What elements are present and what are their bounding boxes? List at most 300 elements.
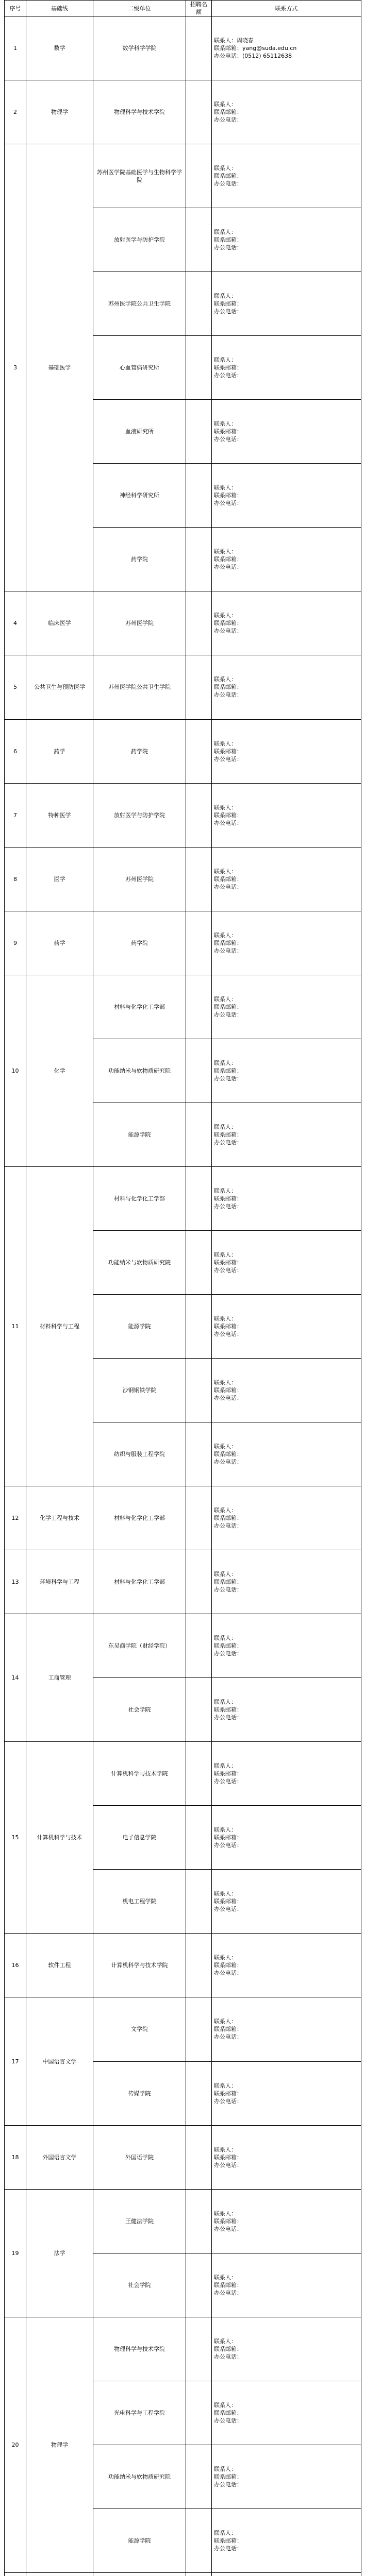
contact-person-prefix: 联系人： — [214, 2465, 237, 2472]
table-row — [5, 2572, 361, 2576]
subject-cell: 基础医学 — [26, 144, 93, 591]
seats-cell — [186, 1614, 212, 1678]
unit-cell: 机电工程学院 — [93, 1870, 186, 1934]
row-number-cell: 13 — [5, 1550, 26, 1614]
contact-phone-prefix: 办公电话： — [214, 436, 242, 443]
contact-phone-prefix: 办公电话： — [214, 372, 242, 379]
contact-person-prefix: 联系人： — [214, 1826, 237, 1834]
contact-email-prefix: 联系邮箱： — [214, 1579, 242, 1586]
contact-phone-line — [214, 1905, 359, 1913]
contact-phone-prefix: 办公电话： — [214, 2545, 242, 2552]
unit-cell: 电子信息学院 — [93, 1806, 186, 1870]
contact-cell — [212, 1997, 361, 2061]
contact-email-prefix: 联系邮箱： — [214, 811, 242, 819]
seats-cell — [186, 1870, 212, 1934]
seats-cell — [186, 528, 212, 591]
contact-person-line — [214, 2018, 359, 2025]
contact-person-line — [214, 2210, 359, 2217]
subject-cell: 化学 — [26, 975, 93, 1166]
contact-phone-line — [214, 371, 359, 379]
contact-cell — [212, 2317, 361, 2381]
seats-cell — [186, 16, 212, 80]
contact-cell — [212, 1294, 361, 1358]
contact-person-line — [214, 164, 359, 172]
contact-cell — [212, 1742, 361, 1806]
contact-email-prefix: 联系邮箱： — [214, 109, 242, 116]
contact-phone-line — [214, 1777, 359, 1785]
seats-cell — [186, 144, 212, 208]
contact-person-line — [214, 995, 359, 1003]
contact-email-line — [214, 492, 359, 499]
contact-person-line — [214, 740, 359, 748]
seats-cell — [186, 1294, 212, 1358]
contact-email-prefix: 联系邮箱： — [214, 875, 242, 883]
contact-email-prefix: 联系邮箱： — [214, 748, 242, 755]
contact-email-line — [214, 1706, 359, 1714]
row-number-cell: 17 — [5, 1997, 26, 2125]
contact-email-line — [214, 428, 359, 435]
contact-email-prefix: 联系邮箱： — [214, 684, 242, 691]
seats-cell — [186, 847, 212, 911]
unit-cell: 外国语学院 — [93, 2125, 186, 2189]
contact-person-prefix: 联系人： — [214, 1635, 237, 1642]
contact-email-prefix: 联系邮箱： — [214, 1067, 242, 1074]
contact-cell — [212, 208, 361, 272]
contact-person-prefix: 联系人： — [214, 931, 237, 939]
table-row — [5, 1742, 361, 1806]
contact-person-prefix: 联系人： — [214, 2146, 237, 2153]
contact-email-line — [214, 619, 359, 627]
subject-cell: 计算机科学与技术 — [26, 1742, 93, 1934]
contact-phone-prefix: 办公电话： — [214, 1202, 242, 1210]
row-number-cell: 14 — [5, 1614, 26, 1742]
contact-person-line — [214, 1251, 359, 1259]
contact-cell — [212, 847, 361, 911]
contact-email-line — [214, 683, 359, 691]
unit-cell: 功能纳米与软物质研究院 — [93, 1039, 186, 1103]
contact-person-prefix: 联系人： — [214, 293, 237, 300]
contact-email-prefix: 联系邮箱： — [214, 939, 242, 946]
contact-person-prefix: 联系人： — [214, 420, 237, 428]
contact-phone-line — [214, 2289, 359, 2297]
contact-email-prefix: 联系邮箱： — [214, 1515, 242, 1522]
seats-cell — [186, 464, 212, 528]
contact-phone-line — [214, 499, 359, 507]
unit-cell: 物理科学与技术学院 — [93, 80, 186, 144]
table-row — [5, 783, 361, 847]
contact-phone-line — [214, 2033, 359, 2041]
contact-email-prefix: 联系邮箱： — [214, 428, 242, 435]
contact-person-prefix: 联系人： — [214, 2274, 237, 2281]
contact-email-line — [214, 2281, 359, 2289]
contact-email-prefix: 联系邮箱： — [214, 2026, 242, 2033]
contact-phone-prefix: 办公电话： — [214, 755, 242, 762]
seats-cell — [186, 911, 212, 975]
contact-email-line — [214, 1003, 359, 1011]
contact-person-prefix: 联系人： — [214, 2210, 237, 2217]
contact-cell — [212, 655, 361, 719]
contact-email-prefix: 联系邮箱： — [214, 1962, 242, 1969]
unit-cell: 材料与化学化工学部 — [93, 1550, 186, 1614]
contact-cell — [212, 2125, 361, 2189]
subject-cell: 物理学 — [26, 80, 93, 144]
unit-cell: 苏州医学院 — [93, 847, 186, 911]
contact-person-line — [214, 356, 359, 364]
contact-email-value[interactable]: yang@suda.edu.cn — [242, 45, 297, 52]
unit-cell: 能源学院 — [93, 2509, 186, 2572]
contact-email-line — [214, 1323, 359, 1330]
table-header-row — [5, 1, 361, 16]
seats-cell — [186, 1806, 212, 1870]
contact-person-prefix: 联系人： — [214, 1059, 237, 1066]
contact-cell — [212, 272, 361, 336]
seats-cell — [186, 975, 212, 1039]
contact-cell — [212, 1166, 361, 1230]
contact-person-line — [214, 1379, 359, 1386]
contact-person-prefix: 联系人： — [214, 868, 237, 875]
contact-phone-line — [214, 308, 359, 315]
subject-cell: 软件工程 — [26, 1934, 93, 1997]
table-row — [5, 16, 361, 80]
unit-cell: 文学院 — [93, 1997, 186, 2061]
contact-person-line — [214, 420, 359, 428]
contact-phone-prefix: 办公电话： — [214, 180, 242, 188]
contact-cell — [212, 1230, 361, 1294]
table-row — [5, 975, 361, 1039]
contact-person-prefix: 联系人： — [214, 548, 237, 555]
contact-email-line — [214, 236, 359, 244]
subject-cell: 临床医学 — [26, 591, 93, 655]
contact-email-prefix: 联系邮箱： — [214, 556, 242, 563]
row-number-cell: 10 — [5, 975, 26, 1166]
contact-person-prefix: 联系人： — [214, 995, 237, 1003]
contact-person-line — [214, 868, 359, 875]
seats-cell — [186, 2061, 212, 2125]
contact-phone-line — [214, 627, 359, 635]
contact-email-line — [214, 875, 359, 883]
contact-cell — [212, 911, 361, 975]
unit-cell: 功能纳米与软物质研究院 — [93, 1230, 186, 1294]
table-row — [5, 2317, 361, 2381]
contact-person-line — [214, 2465, 359, 2473]
contact-email-prefix: 联系邮箱： — [214, 236, 242, 244]
contact-phone-prefix: 办公电话： — [214, 1970, 242, 1977]
contact-email-line — [214, 811, 359, 819]
row-number-cell: 16 — [5, 1934, 26, 1997]
contact-phone-line — [214, 2353, 359, 2361]
table-row — [5, 1166, 361, 1230]
unit-cell: 能源学院 — [93, 1103, 186, 1166]
contact-phone-prefix: 办公电话： — [214, 1266, 242, 1274]
contact-person-line — [214, 37, 359, 44]
row-number-cell: 9 — [5, 911, 26, 975]
contact-phone-prefix: 办公电话： — [214, 2033, 242, 2041]
contact-email-line — [214, 2473, 359, 2481]
contact-person-line — [214, 675, 359, 683]
subject-cell: 药学 — [26, 719, 93, 783]
seats-cell — [186, 655, 212, 719]
seats-cell — [186, 2317, 212, 2381]
seats-cell — [186, 1103, 212, 1166]
contact-phone-line — [214, 2545, 359, 2552]
row-number-cell: 3 — [5, 144, 26, 591]
seats-cell — [186, 1039, 212, 1103]
contact-phone-prefix: 办公电话： — [214, 564, 242, 571]
subject-cell: 特种医学 — [26, 783, 93, 847]
table-row — [5, 1486, 361, 1550]
contact-phone-prefix: 办公电话： — [214, 1586, 242, 1594]
row-number-cell: 2 — [5, 80, 26, 144]
contact-phone-prefix: 办公电话： — [214, 500, 242, 507]
table-row — [5, 2125, 361, 2189]
seats-cell — [186, 2509, 212, 2572]
contact-cell — [212, 2189, 361, 2253]
table-row — [5, 80, 361, 144]
contact-phone-line — [214, 1522, 359, 1530]
contact-person-line — [214, 1187, 359, 1195]
unit-cell: 药学院 — [93, 719, 186, 783]
seats-cell — [186, 1358, 212, 1422]
unit-cell: 材料与化学化工学部 — [93, 1486, 186, 1550]
contact-email-line — [214, 748, 359, 755]
contact-cell — [212, 1550, 361, 1614]
contact-person-line — [214, 2337, 359, 2345]
contact-email-prefix: 联系邮箱： — [214, 1834, 242, 1841]
unit-cell: 物理科学与技术学院 — [93, 2317, 186, 2381]
unit-cell: 苏州医学院公共卫生学院 — [93, 272, 186, 336]
contact-email-line — [214, 2025, 359, 2033]
contact-person-line — [214, 548, 359, 555]
seats-cell — [186, 1230, 212, 1294]
contact-cell — [212, 1039, 361, 1103]
contact-cell — [212, 400, 361, 464]
contact-email-line — [214, 364, 359, 371]
table-row — [5, 1934, 361, 1997]
contact-email-line — [214, 939, 359, 947]
subject-cell: 工商管理 — [26, 1614, 93, 1742]
contact-person-line — [214, 1634, 359, 1642]
contact-phone-line — [214, 691, 359, 699]
contact-email-line — [214, 1897, 359, 1905]
contact-email-line — [214, 1450, 359, 1458]
contact-phone-line — [214, 947, 359, 955]
table-row — [5, 719, 361, 783]
row-number-cell: 11 — [5, 1166, 26, 1486]
contact-phone-line — [214, 435, 359, 443]
contact-cell — [212, 719, 361, 783]
unit-cell: 药学院 — [93, 528, 186, 591]
contact-phone-prefix: 办公电话： — [214, 2417, 242, 2424]
seats-cell — [186, 1486, 212, 1550]
contact-person-prefix: 联系人： — [214, 2529, 237, 2536]
contact-phone-prefix: 办公电话： — [214, 2353, 242, 2360]
seats-cell — [186, 2189, 212, 2253]
contact-email-line — [214, 2345, 359, 2353]
contact-cell — [212, 2509, 361, 2572]
seats-cell — [186, 1166, 212, 1230]
contact-person-line — [214, 1890, 359, 1897]
table-row — [5, 1614, 361, 1678]
unit-cell: 心血管病研究所 — [93, 336, 186, 400]
seats-cell — [186, 272, 212, 336]
contact-phone-line — [214, 2417, 359, 2425]
contact-phone-prefix: 办公电话： — [214, 1650, 242, 1657]
contact-phone-prefix: 办公电话： — [214, 691, 242, 699]
contact-person-line — [214, 1315, 359, 1323]
contact-phone-prefix: 办公电话： — [214, 1842, 242, 1849]
unit-cell: 计算机科学与技术学院 — [93, 1742, 186, 1806]
contact-phone-prefix: 办公电话： — [214, 1778, 242, 1785]
contact-cell — [212, 2572, 361, 2576]
contact-person-prefix: 联系人： — [214, 1571, 237, 1578]
header-cell: 序号 — [5, 1, 26, 16]
contact-phone-prefix: 办公电话： — [214, 1395, 242, 1401]
contact-phone-line — [214, 1139, 359, 1146]
contact-phone-prefix: 办公电话： — [214, 1075, 242, 1082]
contact-phone-prefix: 办公电话： — [214, 2481, 242, 2488]
table-row — [5, 144, 361, 208]
row-number-cell: 8 — [5, 847, 26, 911]
contact-email-prefix: 联系邮箱： — [214, 2473, 242, 2480]
contact-phone-line — [214, 2481, 359, 2488]
contact-email-line — [214, 1067, 359, 1075]
contact-cell — [212, 2381, 361, 2445]
seats-cell — [186, 1934, 212, 1997]
table-body — [5, 16, 361, 2576]
seats-cell — [186, 1678, 212, 1742]
contact-email-line — [214, 1578, 359, 1586]
contact-email-line — [214, 2537, 359, 2545]
contact-person-line — [214, 2146, 359, 2154]
contact-email-prefix: 联系邮箱： — [214, 45, 242, 52]
table-row — [5, 2189, 361, 2253]
row-number-cell: 15 — [5, 1742, 26, 1934]
contact-cell — [212, 1103, 361, 1166]
seats-cell — [186, 336, 212, 400]
contact-person-prefix: 联系人： — [214, 1443, 237, 1450]
contact-cell — [212, 144, 361, 208]
contact-person-prefix: 联系人： — [214, 1187, 237, 1194]
seats-cell — [186, 591, 212, 655]
contact-person-prefix: 联系人： — [214, 2337, 237, 2345]
contact-person-prefix: 联系人： — [214, 1507, 237, 1514]
contact-email-line — [214, 1131, 359, 1139]
subject-cell: 材料科学与工程 — [26, 1166, 93, 1486]
contact-phone-prefix: 办公电话： — [214, 628, 242, 635]
contact-person-prefix: 联系人： — [214, 1315, 237, 1322]
unit-cell: 东吴商学院（财经学院） — [93, 1614, 186, 1678]
contact-email-line — [214, 2409, 359, 2417]
contact-person-line — [214, 1443, 359, 1450]
contact-phone-prefix: 办公电话： — [214, 1139, 242, 1146]
subject-cell: 公共卫生与预防医学 — [26, 655, 93, 719]
seats-cell — [186, 2253, 212, 2317]
contact-phone-line — [214, 883, 359, 891]
contact-person-prefix: 联系人： — [214, 2082, 237, 2089]
contact-cell — [212, 464, 361, 528]
contact-person-prefix: 联系人： — [214, 2018, 237, 2025]
subject-cell: 数学 — [26, 16, 93, 80]
contact-email-prefix: 联系邮箱： — [214, 492, 242, 499]
contact-person-line — [214, 484, 359, 492]
contact-phone-line — [214, 1650, 359, 1657]
unit-cell: 社会学院 — [93, 1678, 186, 1742]
table-row — [5, 591, 361, 655]
contact-person-prefix: 联系人： — [214, 1699, 237, 1706]
unit-cell: 光电科学与工程学院 — [93, 2381, 186, 2445]
contact-cell — [212, 80, 361, 144]
contact-phone-line — [214, 1841, 359, 1849]
subject-cell: 物理学 — [26, 2317, 93, 2572]
seats-cell — [186, 1550, 212, 1614]
seats-cell — [186, 1422, 212, 1486]
contact-phone-prefix: 办公电话： — [214, 308, 242, 315]
contact-person-prefix: 联系人： — [214, 229, 237, 236]
contact-person-line — [214, 292, 359, 300]
contact-phone-prefix: 办公电话： — [214, 53, 242, 60]
contact-phone-line — [214, 1075, 359, 1082]
contact-person-line — [214, 100, 359, 108]
seats-cell — [186, 783, 212, 847]
contact-email-prefix: 联系邮箱： — [214, 2345, 242, 2352]
contact-phone-line — [214, 2225, 359, 2233]
contact-phone-line — [214, 1969, 359, 1977]
contact-email-line — [214, 172, 359, 180]
contact-person-line — [214, 1059, 359, 1067]
contact-phone-prefix: 办公电话： — [214, 1714, 242, 1721]
contact-email-prefix: 联系邮箱： — [214, 2281, 242, 2289]
contact-email-prefix: 联系邮箱： — [214, 1770, 242, 1777]
contact-email-line — [214, 108, 359, 116]
contact-cell — [212, 783, 361, 847]
row-number-cell: 5 — [5, 655, 26, 719]
seats-cell — [186, 2572, 212, 2576]
row-number-cell: 12 — [5, 1486, 26, 1550]
contact-email-prefix: 联系邮箱： — [214, 1706, 242, 1714]
contact-phone-prefix: 办公电话： — [214, 947, 242, 954]
row-number-cell: 1 — [5, 16, 26, 80]
contact-phone-line — [214, 1586, 359, 1594]
subject-cell: 外国语言文学 — [26, 2125, 93, 2189]
seats-cell — [186, 400, 212, 464]
contact-person-line — [214, 1698, 359, 1706]
contact-person-line — [214, 1506, 359, 1514]
unit-cell: 放射医学与防护学院 — [93, 783, 186, 847]
row-number-cell — [5, 2572, 26, 2576]
unit-cell: 材料与化学化工学部 — [93, 1166, 186, 1230]
unit-cell: 数学科学学院 — [93, 16, 186, 80]
contact-person-prefix: 联系人： — [214, 37, 237, 44]
contact-cell — [212, 1422, 361, 1486]
contact-email-line — [214, 1834, 359, 1841]
table-row — [5, 1550, 361, 1614]
seats-cell — [186, 719, 212, 783]
contact-phone-prefix: 办公电话： — [214, 1906, 242, 1913]
contact-person-line — [214, 1123, 359, 1131]
contact-cell — [212, 1806, 361, 1870]
seats-cell — [186, 2125, 212, 2189]
contact-email-prefix: 联系邮箱： — [214, 1642, 242, 1650]
contact-person-prefix: 联系人： — [214, 165, 237, 172]
contact-cell — [212, 2253, 361, 2317]
contact-person-prefix: 联系人： — [214, 1379, 237, 1386]
seats-cell — [186, 80, 212, 144]
contact-phone-line — [214, 755, 359, 763]
contact-cell — [212, 336, 361, 400]
seats-cell — [186, 2381, 212, 2445]
unit-cell: 王健法学院 — [93, 2189, 186, 2253]
unit-cell: 苏州医学院基础医学与生物科学学院 — [93, 144, 186, 208]
